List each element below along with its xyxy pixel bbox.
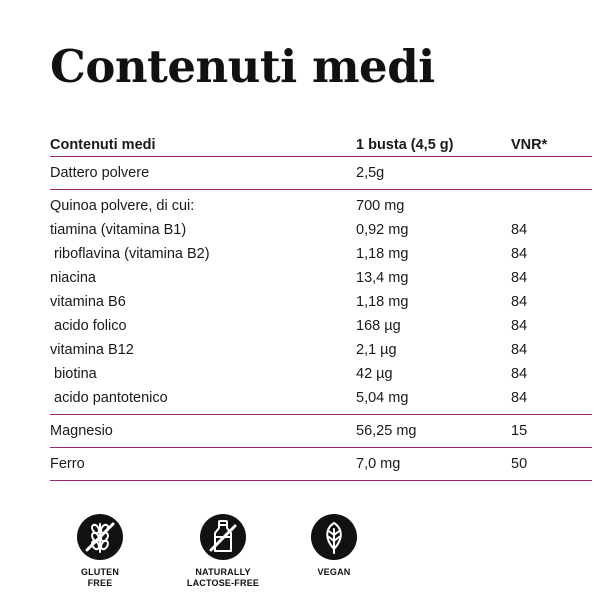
header-contenuti: Contenuti medi bbox=[50, 136, 156, 153]
lactose-free-label-1: NATURALLY bbox=[195, 567, 251, 577]
vegan-badge bbox=[294, 513, 374, 578]
row-vnr bbox=[511, 157, 592, 190]
row-amount: 1,18 mg bbox=[356, 246, 409, 262]
header-busta: 1 busta (4,5 g) bbox=[356, 136, 454, 153]
row-vnr: 84 bbox=[511, 222, 528, 238]
gluten-free-label-1: GLUTEN bbox=[80, 567, 120, 577]
table-row bbox=[50, 190, 592, 219]
row-amount: 56,25 mg bbox=[356, 423, 417, 439]
table-row bbox=[50, 157, 592, 190]
table-row bbox=[50, 448, 592, 481]
table-row bbox=[50, 218, 592, 242]
row-name: Dattero polvere bbox=[50, 165, 150, 181]
row-name: acido folico bbox=[54, 318, 127, 334]
row-amount: 2,5g bbox=[356, 165, 385, 181]
row-vnr: 84 bbox=[511, 294, 528, 310]
badges-row bbox=[60, 513, 380, 593]
row-vnr: 84 bbox=[511, 318, 528, 334]
vegan-label: VEGAN bbox=[317, 567, 351, 577]
row-name: niacina bbox=[50, 270, 96, 286]
row-name: vitamina B6 bbox=[50, 294, 126, 310]
header-vnr: VNR* bbox=[511, 136, 548, 153]
row-amount: 42 µg bbox=[356, 366, 393, 382]
row-name: riboflavina (vitamina B2) bbox=[54, 246, 210, 262]
row-amount: 13,4 mg bbox=[356, 270, 409, 286]
row-vnr: 84 bbox=[511, 390, 528, 406]
row-amount: 7,0 mg bbox=[356, 456, 401, 472]
row-amount: 2,1 µg bbox=[356, 342, 397, 358]
row-vnr: 84 bbox=[511, 366, 528, 382]
table-row bbox=[50, 386, 592, 415]
table-header-row bbox=[50, 133, 592, 157]
nutrition-table bbox=[50, 133, 592, 481]
row-amount: 1,18 mg bbox=[356, 294, 409, 310]
row-name: Magnesio bbox=[50, 423, 113, 439]
row-vnr: 50 bbox=[511, 456, 528, 472]
row-name: tiamina (vitamina B1) bbox=[50, 222, 187, 238]
table-row bbox=[50, 314, 592, 338]
vegan-icon bbox=[310, 513, 358, 561]
gluten-free-icon bbox=[76, 513, 124, 561]
gluten-free-label-2: FREE bbox=[87, 578, 113, 588]
row-name: biotina bbox=[54, 366, 97, 382]
lactose-free-icon bbox=[199, 513, 247, 561]
row-name: acido pantotenico bbox=[54, 390, 168, 406]
table-row bbox=[50, 242, 592, 266]
row-amount: 0,92 mg bbox=[356, 222, 409, 238]
table-row bbox=[50, 338, 592, 362]
table-row bbox=[50, 266, 592, 290]
page-title: Contenuti medi bbox=[50, 40, 435, 93]
table-row bbox=[50, 290, 592, 314]
lactose-free-badge bbox=[183, 513, 263, 589]
row-vnr: 84 bbox=[511, 246, 528, 262]
row-amount: 5,04 mg bbox=[356, 390, 409, 406]
row-vnr: 84 bbox=[511, 270, 528, 286]
row-name: Quinoa polvere, di cui: bbox=[50, 198, 195, 214]
row-name: vitamina B12 bbox=[50, 342, 134, 358]
row-vnr: 84 bbox=[511, 342, 528, 358]
lactose-free-label-2: LACTOSE-FREE bbox=[186, 578, 260, 588]
table-row bbox=[50, 415, 592, 448]
row-name: Ferro bbox=[50, 456, 85, 472]
row-vnr: 15 bbox=[511, 423, 528, 439]
row-amount: 168 µg bbox=[356, 318, 401, 334]
gluten-free-badge bbox=[60, 513, 140, 589]
table-row bbox=[50, 362, 592, 386]
row-amount: 700 mg bbox=[356, 198, 405, 214]
row-vnr bbox=[511, 190, 592, 219]
